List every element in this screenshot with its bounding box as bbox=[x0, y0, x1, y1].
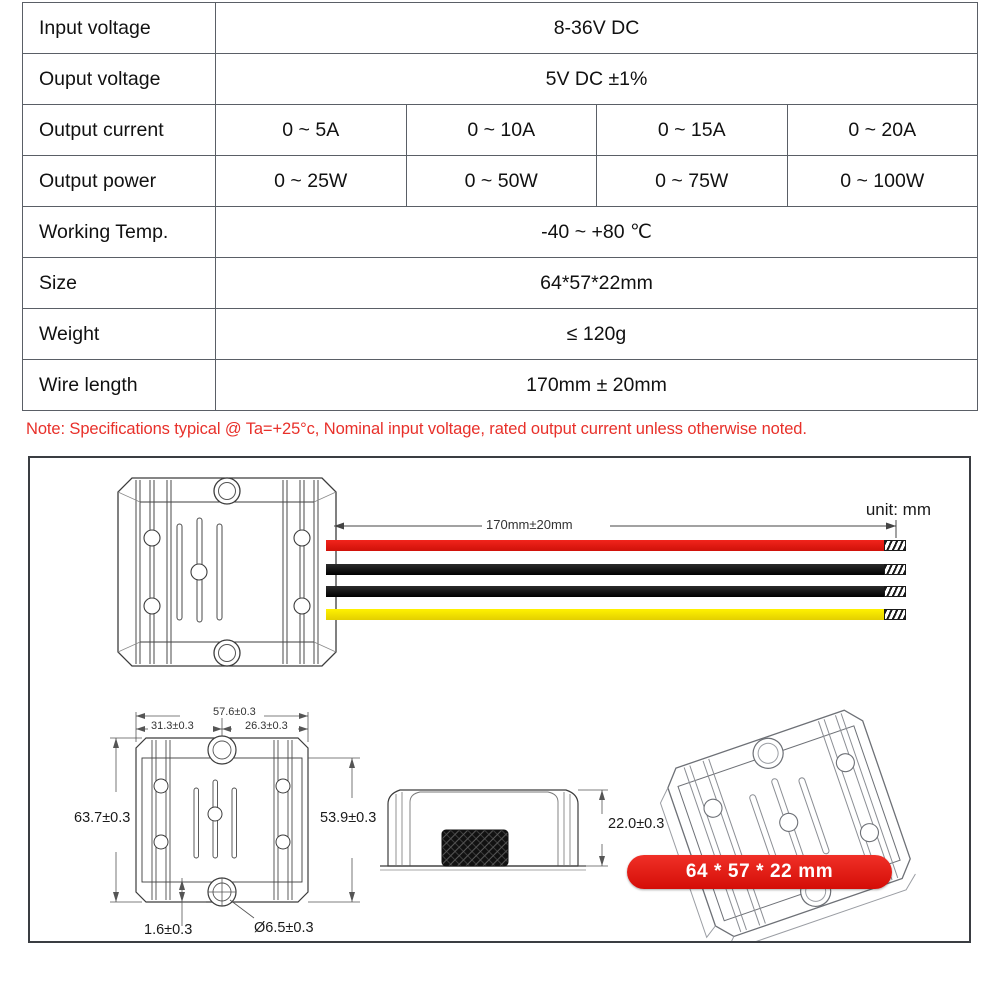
dimension-height-outer: 63.7±0.3 bbox=[74, 810, 131, 826]
table-row bbox=[23, 156, 978, 207]
dimension-hole-diameter: Ø6.5±0.3 bbox=[254, 920, 314, 936]
spec-label: Input voltage bbox=[23, 3, 216, 54]
spec-value: 0 ~ 25W bbox=[216, 156, 407, 207]
wire-red bbox=[326, 540, 906, 551]
spec-label: Weight bbox=[23, 309, 216, 360]
wire-black-2-body bbox=[326, 586, 884, 597]
spec-table-body bbox=[23, 3, 978, 411]
wire-red-body bbox=[326, 540, 884, 551]
wire-black-1-tip bbox=[884, 564, 906, 575]
spec-label: Output power bbox=[23, 156, 216, 207]
table-row bbox=[23, 207, 978, 258]
dimension-base-thickness: 1.6±0.3 bbox=[144, 922, 193, 938]
spec-value: 0 ~ 100W bbox=[787, 156, 978, 207]
spec-label: Working Temp. bbox=[23, 207, 216, 258]
dimension-width-left: 31.3±0.3 bbox=[148, 720, 197, 732]
wire-black-2 bbox=[326, 586, 906, 597]
spec-label: Ouput voltage bbox=[23, 54, 216, 105]
size-badge: 64 * 57 * 22 mm bbox=[627, 855, 892, 889]
spec-value: 0 ~ 20A bbox=[787, 105, 978, 156]
spec-value: ≤ 120g bbox=[216, 309, 978, 360]
spec-label: Wire length bbox=[23, 360, 216, 411]
spec-value: 170mm ± 20mm bbox=[216, 360, 978, 411]
spec-label: Size bbox=[23, 258, 216, 309]
dimension-width-total: 57.6±0.3 bbox=[210, 706, 259, 718]
dimension-width-right: 26.3±0.3 bbox=[242, 720, 291, 732]
table-row bbox=[23, 360, 978, 411]
spec-value: 0 ~ 5A bbox=[216, 105, 407, 156]
table-row bbox=[23, 258, 978, 309]
dimension-side-height: 22.0±0.3 bbox=[608, 816, 665, 832]
spec-value: 0 ~ 10A bbox=[406, 105, 597, 156]
table-row bbox=[23, 309, 978, 360]
table-row bbox=[23, 54, 978, 105]
specifications-table bbox=[22, 2, 978, 411]
spec-value: 0 ~ 75W bbox=[597, 156, 788, 207]
top-view-drawing bbox=[112, 472, 342, 672]
wire-black-1-body bbox=[326, 564, 884, 575]
wire-yellow bbox=[326, 609, 906, 620]
spec-value: 0 ~ 50W bbox=[406, 156, 597, 207]
spec-value: 0 ~ 15A bbox=[597, 105, 788, 156]
spec-value: -40 ~ +80 ℃ bbox=[216, 207, 978, 258]
table-row bbox=[23, 105, 978, 156]
wire-black-2-tip bbox=[884, 586, 906, 597]
wire-black-1 bbox=[326, 564, 906, 575]
specifications-note: Note: Specifications typical @ Ta=+25°c, Nominal input voltage, rated output current unless otherwise noted. bbox=[26, 420, 807, 438]
wire-yellow-tip bbox=[884, 609, 906, 620]
wire-yellow-body bbox=[326, 609, 884, 620]
wire-red-tip bbox=[884, 540, 906, 551]
spec-value: 8-36V DC bbox=[216, 3, 978, 54]
wire-length-dimension-text: 170mm±20mm bbox=[482, 517, 577, 532]
wire-dimension-line bbox=[330, 514, 910, 538]
spec-value: 5V DC ±1% bbox=[216, 54, 978, 105]
table-row bbox=[23, 3, 978, 54]
unit-label: unit: mm bbox=[865, 500, 931, 519]
side-view-drawing bbox=[370, 758, 620, 888]
isometric-view-drawing bbox=[640, 698, 940, 943]
spec-value: 64*57*22mm bbox=[216, 258, 978, 309]
dimension-height-inner: 53.9±0.3 bbox=[320, 810, 377, 826]
spec-label: Output current bbox=[23, 105, 216, 156]
